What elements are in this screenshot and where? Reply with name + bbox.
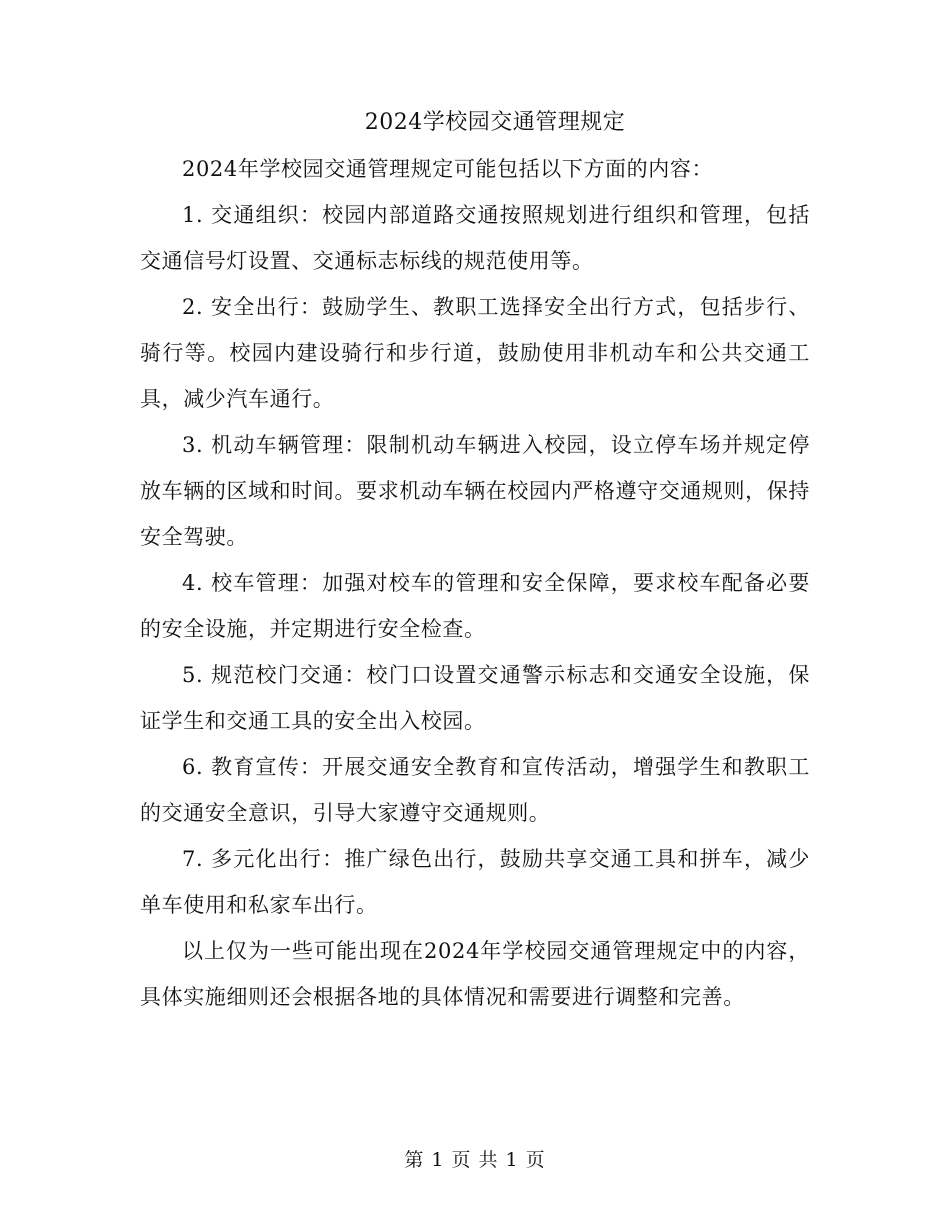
list-item: 7. 多元化出行：推广绿色出行，鼓励共享交通工具和拼车，减少单车使用和私家车出行。	[140, 847, 810, 917]
list-item: 6. 教育宣传：开展交通安全教育和宣传活动，增强学生和教职工的交通安全意识，引导大家遵守交通规则。	[140, 755, 810, 825]
list-item: 1. 交通组织：校园内部道路交通按照规划进行组织和管理，包括交通信号灯设置、交通标志标线的规范使用等。	[140, 203, 810, 273]
list-item: 3. 机动车辆管理：限制机动车辆进入校园，设立停车场并规定停放车辆的区域和时间。要求机动车辆在校园内严格遵守交通规则，保持安全驾驶。	[140, 433, 810, 549]
document-page	[140, 100, 810, 1020]
list-item: 4. 校车管理：加强对校车的管理和安全保障，要求校车配备必要的安全设施，并定期进行安全检查。	[140, 571, 810, 641]
conclusion-paragraph: 以上仅为一些可能出现在2024年学校园交通管理规定中的内容，具体实施细则还会根据各地的具体情况和需要进行调整和完善。	[140, 939, 810, 1009]
intro-paragraph: 2024年学校园交通管理规定可能包括以下方面的内容：	[182, 157, 714, 181]
document-title: 2024学校园交通管理规定	[364, 110, 626, 135]
page-number-footer: 第 1 页 共 1 页	[404, 1149, 546, 1171]
list-item: 5. 规范校门交通：校门口设置交通警示标志和交通安全设施，保证学生和交通工具的安全出入校园。	[140, 663, 810, 733]
list-item: 2. 安全出行：鼓励学生、教职工选择安全出行方式，包括步行、骑行等。校园内建设骑行和步行道，鼓励使用非机动车和公共交通工具，减少汽车通行。	[140, 295, 810, 411]
